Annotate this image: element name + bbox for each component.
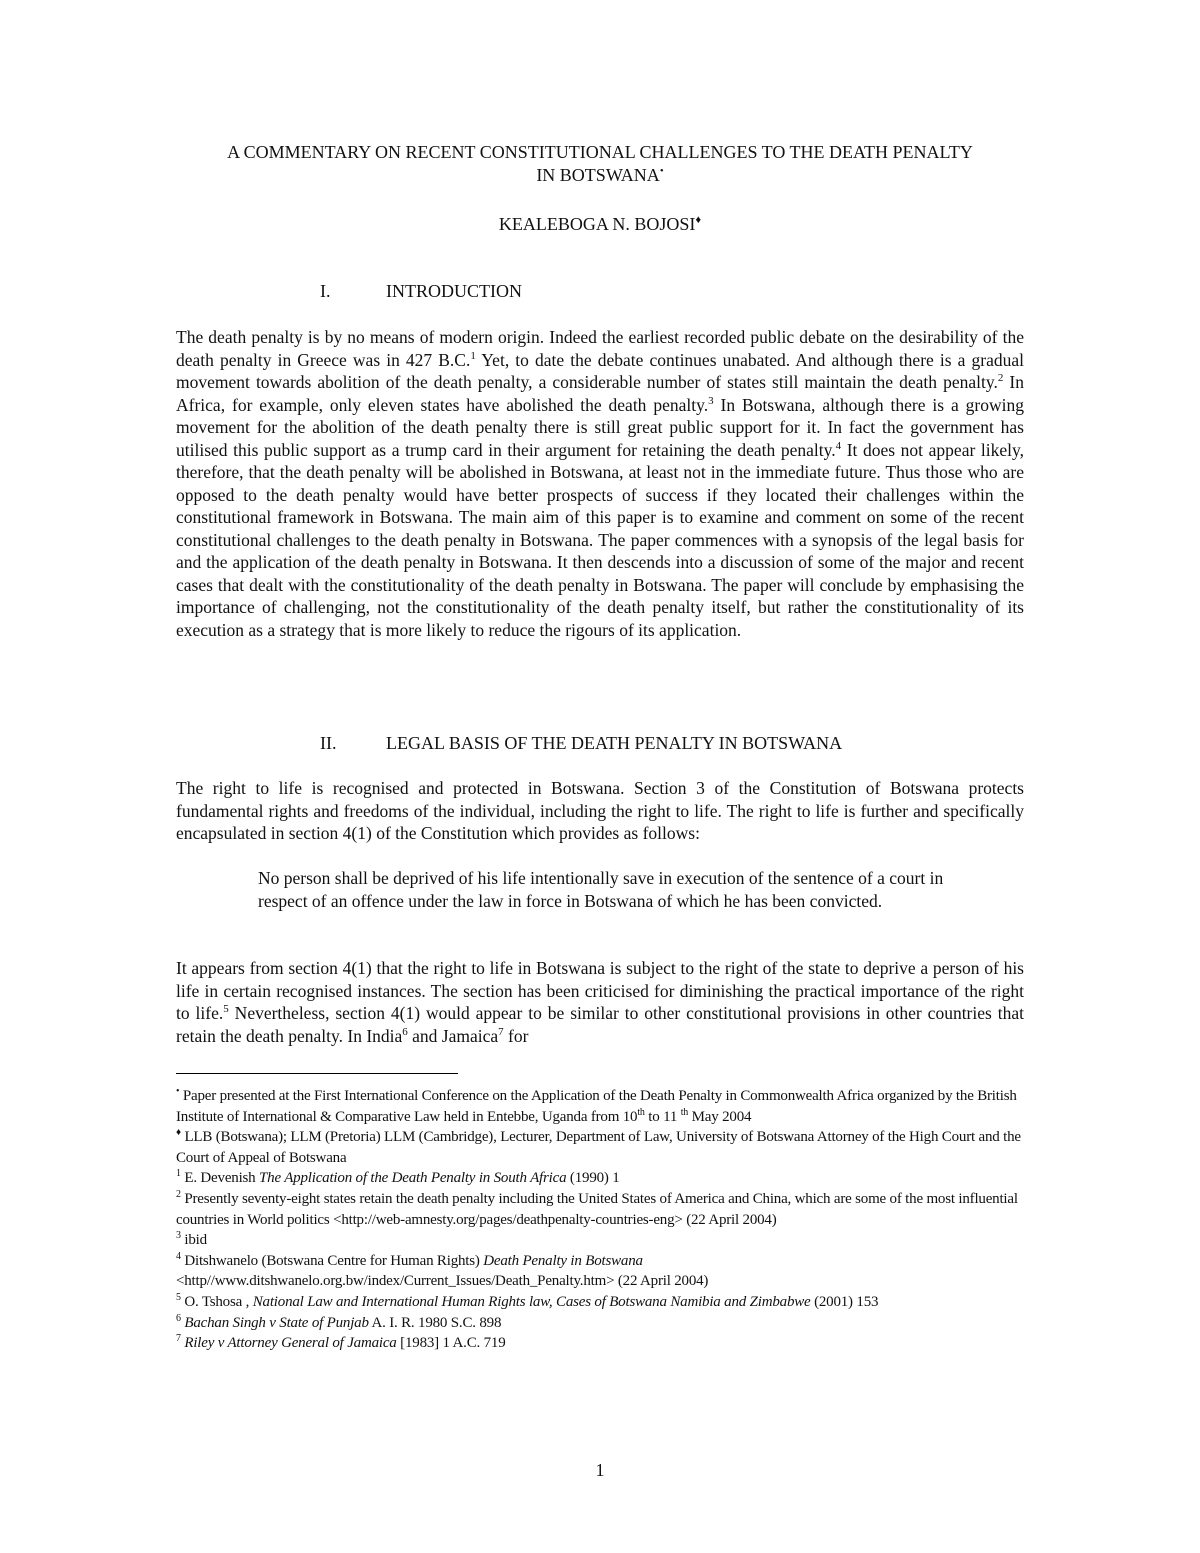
footnote-reference: th [680, 1106, 689, 1118]
title-line-1: A COMMENTARY ON RECENT CONSTITUTIONAL CHALLENGES TO THE DEATH PENALTY [227, 142, 973, 162]
paper-title [150, 141, 1050, 187]
section-number: I. [320, 281, 331, 301]
footnote-9: $^7$ Riley v Attorney General of Jamaica [1983] 1 A.C. 719 [176, 1333, 506, 1352]
section-number: II. [320, 733, 337, 753]
footnote-7: $^5$ O. Tshosa , National Law and International Human Rights law, Cases of Botswana Namibia and Zimbabwe (2001) 153 [176, 1291, 879, 1310]
section-title: INTRODUCTION [386, 281, 522, 301]
footnote-reference: 6 [176, 1312, 181, 1324]
italic-citation: The Application of the Death Penalty in South Africa [259, 1170, 567, 1187]
footnote-reference: 2 [997, 372, 1004, 385]
title-footnote-mark: • [659, 165, 664, 177]
introduction-paragraph: The death penalty is by no means of modern origin. Indeed the earliest recorded public debate on the desirability of the death penalty in Greece was in 427 B.C.$^1$ Yet, to date the debate continues unabated. And although there is a gradual movement towards abolition of the death penalty, a considerable number of states still maintain the death penalty.$^2$ In Africa, for example, only eleven states have abolished the death penalty.$^3$ In Botswana, although there is a growing movement for the abolition of the death penalty there is still great public support for it. In fact the government has utilised this public support as a trump card in their argument for retaining the death penalty.$^4$ It does not appear likely, therefore, that the death penalty will be abolished in Botswana, at least not in the immediate future. Thus those who are opposed to the death penalty would have better prospects of success if they located their challenges within the constitutional framework in Botswana. The main aim of this paper is to examine and comment on some of the recent constitutional challenges to the death penalty in Botswana. The paper commences with a synopsis of the legal basis for and the application of the death penalty in Botswana. It then descends into a discussion of some of the major and recent cases that dealt with the constitutionality of the death penalty in Botswana. The paper will conclude by emphasising the importance of challenging, not the constitutionality of the death penalty itself, but rather the constitutionality of its execution as a strategy that is more likely to reduce the rigours of its application. [176, 327, 1025, 640]
footnote-reference: • [176, 1086, 180, 1097]
constitution-quote: No person shall be deprived of his life intentionally save in execution of the sentence of a court in respect of an offence under the law in force in Botswana of which he has been convicted. [258, 868, 944, 911]
footnote-reference: 5 [176, 1291, 181, 1303]
footnote-reference: 3 [176, 1230, 181, 1242]
footnote-2: ♦ LLB (Botswana); LLM (Pretoria) LLM (Cambridge), Lecturer, Department of Law, University of Botswana Attorney of the High Court and the Court of Appeal of Botswana [176, 1127, 1021, 1166]
footnote-3: $^1$ E. Devenish The Application of the Death Penalty in South Africa (1990) 1 [176, 1168, 620, 1187]
italic-citation: Death Penalty in Botswana [483, 1252, 643, 1269]
footnote-6: $^4$ Ditshwanelo (Botswana Centre for Human Rights) Death Penalty in Botswana <http//www.ditshwanelo.org.bw/index/Current_Issues/Death_Penalty.htm> (22 April 2004) [176, 1250, 709, 1290]
footnotes [176, 1086, 1026, 1354]
footnote-separator [176, 1073, 458, 1074]
italic-citation: National Law and International Human Rights law, Cases of Botswana Namibia and Zimbabwe [252, 1293, 811, 1310]
section-heading-introduction [320, 280, 522, 303]
author-footnote-mark: ♦ [695, 214, 702, 226]
title-line-2: IN BOTSWANA• [536, 165, 664, 185]
footnote-reference: ♦ [176, 1127, 181, 1139]
author-name: KEALEBOGA N. BOJOSI♦ [498, 214, 702, 234]
italic-citation: Riley v Attorney General of Jamaica [184, 1335, 397, 1352]
footnote-reference: 2 [176, 1188, 181, 1200]
footnote-reference: 4 [176, 1250, 181, 1262]
footnote-reference: 6 [402, 1025, 408, 1038]
footnote-reference: 7 [498, 1025, 504, 1038]
footnote-reference: 5 [223, 1003, 229, 1016]
footnote-reference: 4 [835, 439, 842, 452]
footnote-4: $^2$ Presently seventy-eight states retain the death penalty including the United States of America and China, which are some of the most influential countries in World politics <http://web-amnesty.org/pages/deathpenalty-countries-eng> (22 April 2004) [176, 1188, 1018, 1228]
section-heading-legal-basis [320, 732, 842, 755]
footnote-reference: 3 [708, 394, 714, 407]
italic-citation: Bachan Singh v State of Punjab [184, 1314, 369, 1331]
footnote-reference: 1 [470, 349, 476, 362]
footnote-8: $^6$ Bachan Singh v State of Punjab A. I. R. 1980 S.C. 898 [176, 1312, 502, 1331]
footnote-5: $^3$ ibid [176, 1230, 207, 1249]
page-number: 1 [595, 1460, 605, 1480]
footnote-reference: th [637, 1106, 645, 1118]
legal-basis-paragraph-2: It appears from section 4(1) that the right to life in Botswana is subject to the right of the state to deprive a person of his life in certain recognised instances. The section has been criticised for diminishing the practical importance of the right to life.$^5$ Nevertheless, section 4(1) would appear to be similar to other constitutional provisions in other countries that retain the death penalty. In India$^6$ and Jamaica$^7$ for [176, 958, 1024, 1046]
footnote-1: • Paper presented at the First International Conference on the Application of the Death Penalty in Commonwealth Africa organized by the British Institute of International & Comparative Law held in Entebbe, Uganda from 10th to 11 $^{th}$ May 2004 [176, 1086, 1017, 1125]
section-title: LEGAL BASIS OF THE DEATH PENALTY IN BOTSWANA [386, 733, 843, 753]
legal-basis-paragraph-1: The right to life is recognised and protected in Botswana. Section 3 of the Constitution of Botswana protects fundamental rights and freedoms of the individual, including the right to life. The right to life is further and specifically encapsulated in section 4(1) of the Constitution which provides as follows: [176, 778, 1024, 843]
footnote-reference: 1 [176, 1168, 181, 1180]
footnote-reference: 7 [176, 1333, 181, 1345]
